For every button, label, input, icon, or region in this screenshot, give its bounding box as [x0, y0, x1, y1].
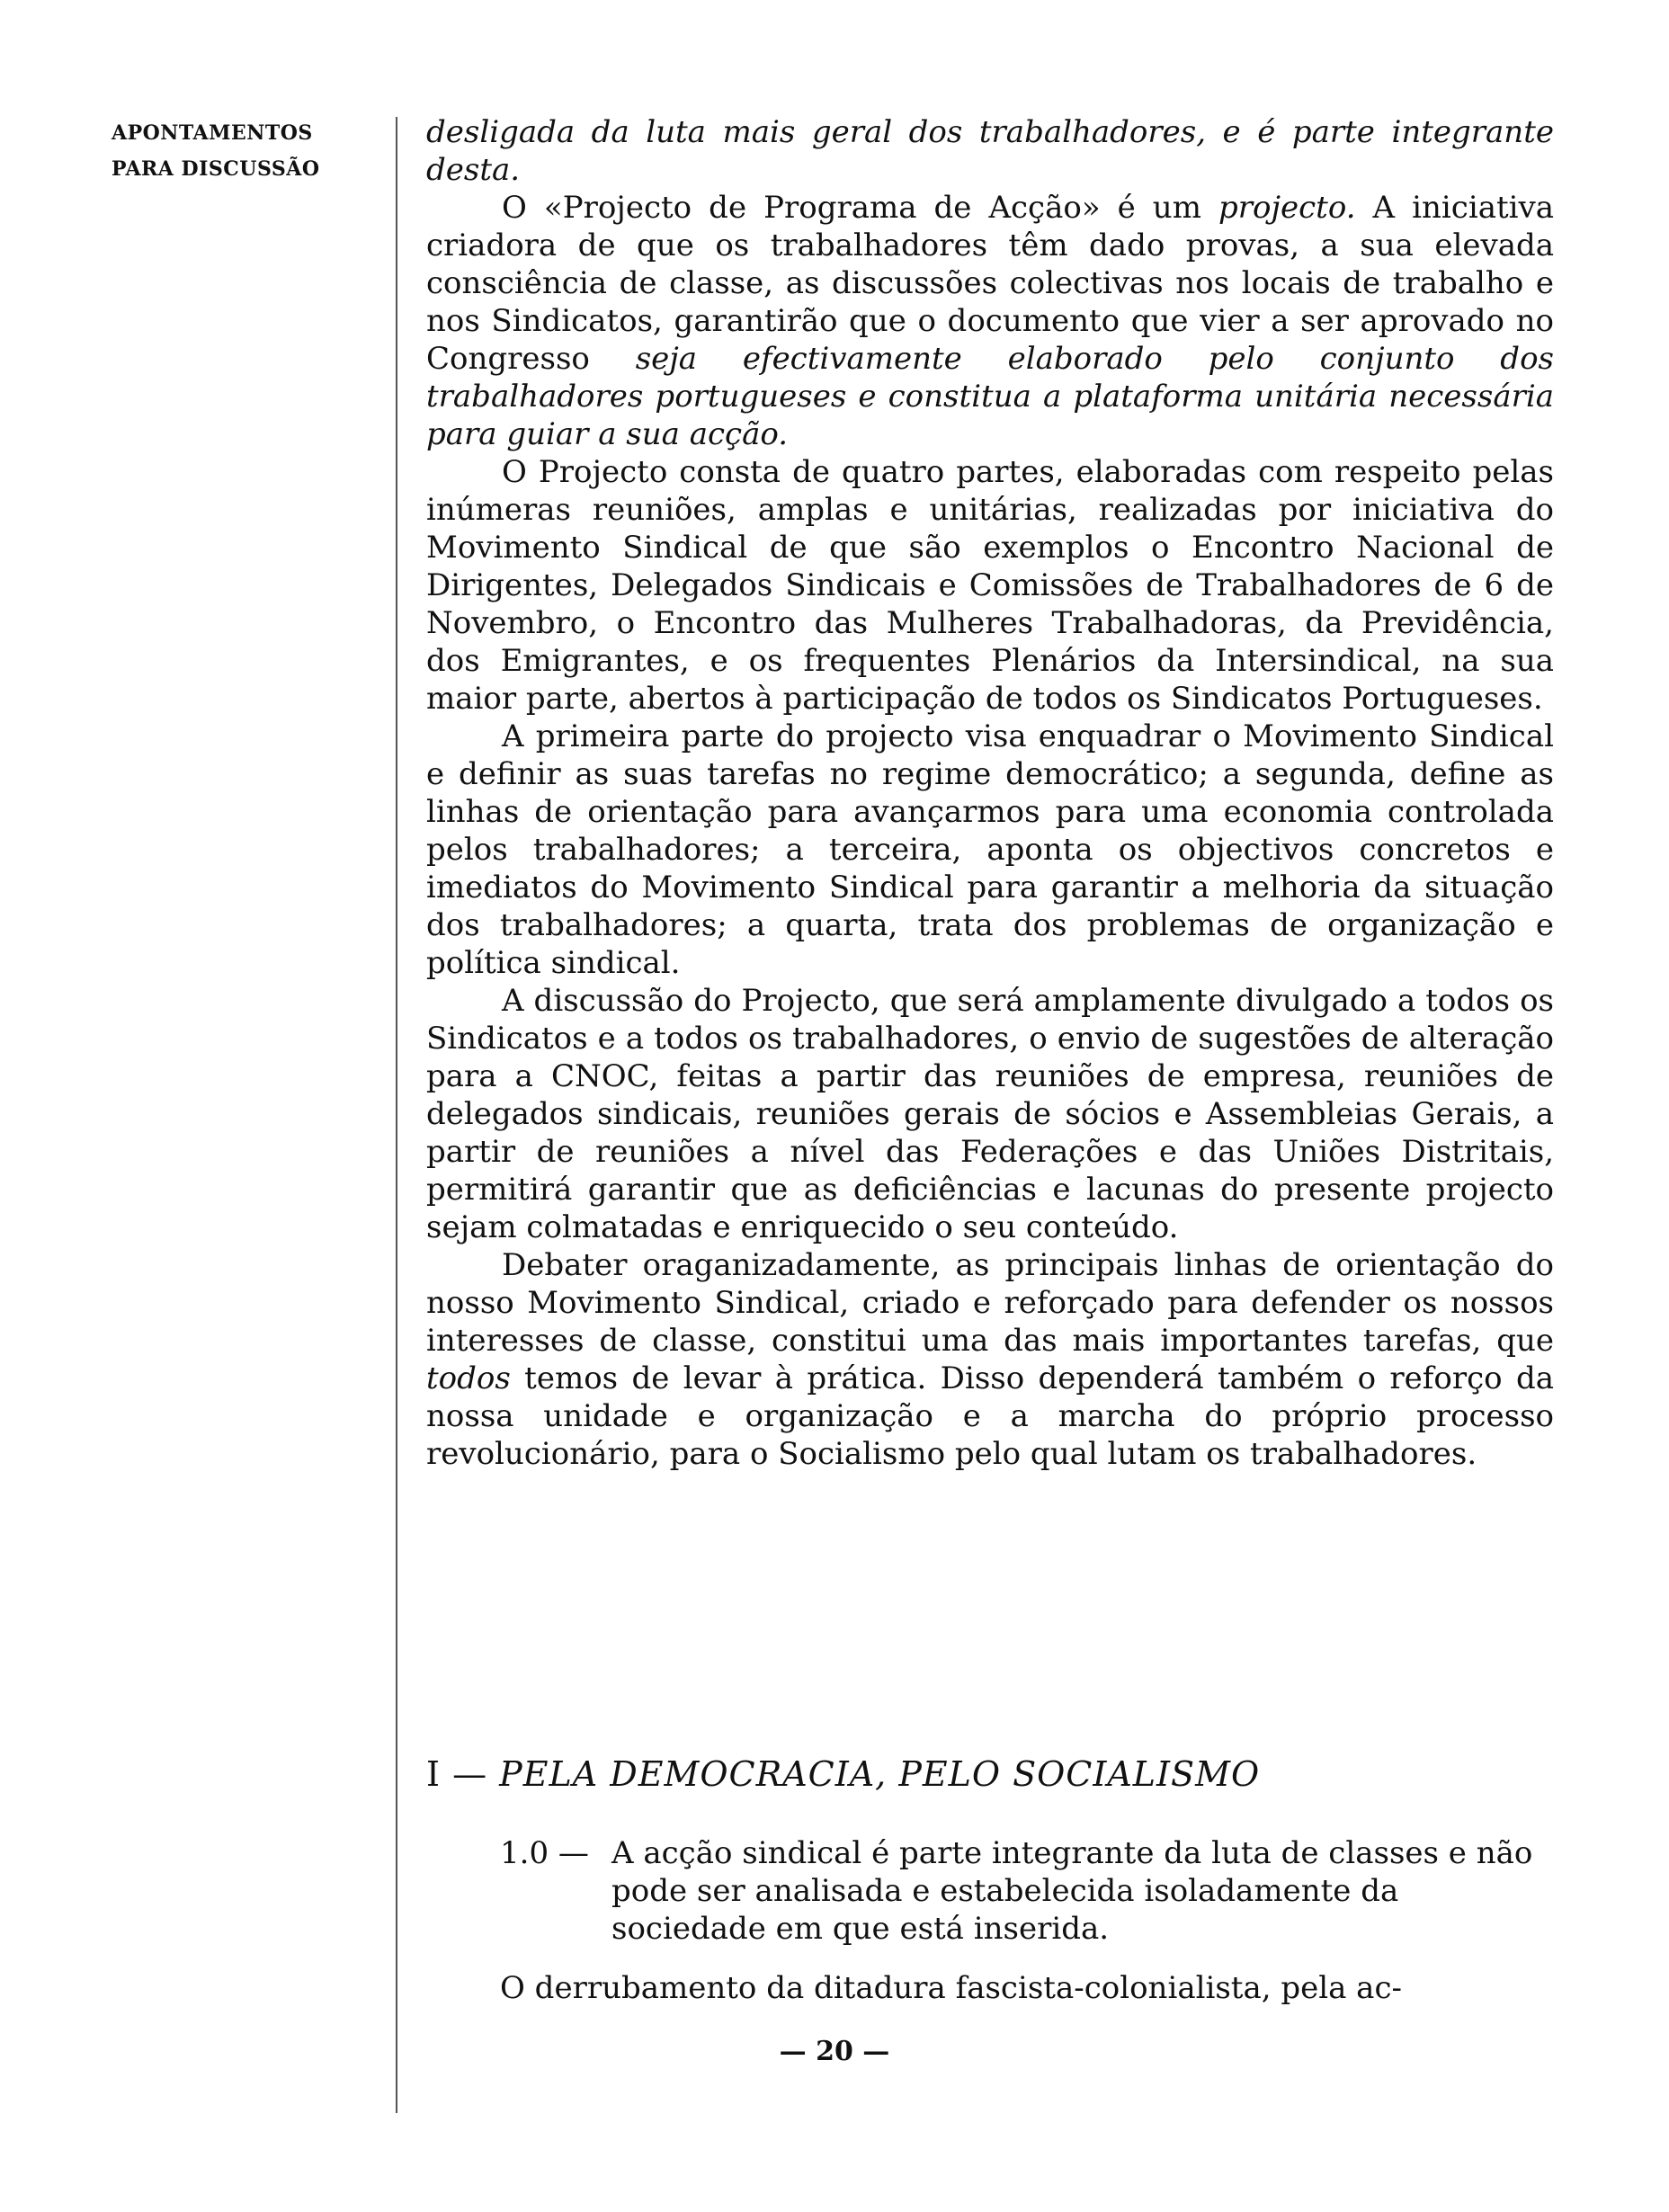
paragraph-primeira-parte: A primeira parte do projecto visa enquadrar o Movimento Sindical e definir as suas tarefas no regime democrático; a segunda, define as linhas de orientação para avançarmos para uma economia controlada pelos trabalhadores; a terceira, aponta os objectivos concretos e imediatos do Movimento Sindical para garantir a melhoria da situação dos trabalhadores; a quarta, trata dos problemas de organização e política sindical. [426, 718, 1554, 981]
item-number: 1.0 — [500, 1835, 589, 1871]
paragraph-projecto-part1: O «Projecto de Programa de Acção» é um [502, 190, 1218, 226]
paragraph-projecto-part3: A iniciativa criadora de que os trabalhadores têm dado provas, a sua elevada consciência de classe, as discussões colectivas nos locais de trabalho e nos Sindicatos, garantirão que o documento que vier a ser aprovado no Congresso [426, 190, 1554, 377]
paragraph-discussao: A discussão do Projecto, que será amplamente divulgado a todos os Sindicatos e a todos os trabalhadores, o envio de sugestões de alteração para a CNOC, feitas a partir das reuniões de empresa, reuniões de delegados sindicais, reuniões gerais de sócios e Assembleias Gerais, a partir de reuniões a nível das Federações e das Uniões Distritais, permitirá garantir que as deficiências e lacunas do presente projecto sejam colmatadas e enriquecido o seu conteúdo. [426, 983, 1554, 1245]
paragraph-projecto-emphasis: projecto. [1218, 190, 1356, 226]
margin-note-line-1: APONTAMENTOS [112, 121, 313, 145]
item-text: A acção sindical é parte integrante da luta de classes e não pode ser analisada e estabelecida isoladamente da sociedade em que está inserida. [611, 1835, 1533, 1947]
margin-note [112, 115, 320, 187]
paragraph-debater [426, 1246, 1554, 1473]
paragraph-debater-part1: Debater oraganizadamente, as principais linhas de orientação do nosso Movimento Sindical, criado e reforçado para defender os nossos interesses de classe, constitui uma das mais importantes tarefas, que [426, 1247, 1554, 1359]
last-line: O derrubamento da ditadura fascista-colonialista, pela ac- [500, 1970, 1402, 2006]
section-numeral: I — [426, 1754, 500, 1794]
margin-note-line-2: PARA DISCUSSÃO [112, 157, 320, 181]
paragraph-quatro-partes: O Projecto consta de quatro partes, elaboradas com respeito pelas inúmeras reuniões, amplas e unitárias, realizadas por iniciativa do Movimento Sindical de que são exemplos o Encontro Nacional de Dirigentes, Delegados Sindicais e Comissões de Trabalhadores de 6 de Novembro, o Encontro das Mulheres Trabalhadoras, da Previdência, dos Emigrantes, e os frequentes Plenários da Intersindical, na sua maior parte, abertos à participação de todos os Sindicatos Portugueses. [426, 454, 1554, 717]
body-text [426, 113, 1554, 1473]
page-number: — 20 — [779, 2036, 890, 2067]
paragraph-projecto-italic-ending: seja efectivamente elaborado pelo conjunto dos trabalhadores portugueses e constitua a plataforma unitária necessária para guiar a sua acção. [426, 341, 1554, 452]
paragraph-projecto [426, 189, 1554, 453]
section-title: PELA DEMOCRACIA, PELO SOCIALISMO [499, 1754, 1261, 1794]
paragraph-debater-emphasis: todos [426, 1360, 511, 1396]
numbered-item [500, 1834, 1554, 1948]
paragraph-debater-part3: temos de levar à prática. Disso dependerá também o reforço da nossa unidade e organização e a marcha do próprio processo revolucionário, para o Socialismo pelo qual lutam os trabalhadores. [426, 1360, 1554, 1472]
opening-paragraph: desligada da luta mais geral dos trabalhadores, e é parte integrante desta. [426, 114, 1554, 188]
margin-rule [396, 117, 397, 2113]
section-heading [426, 1753, 1260, 1795]
